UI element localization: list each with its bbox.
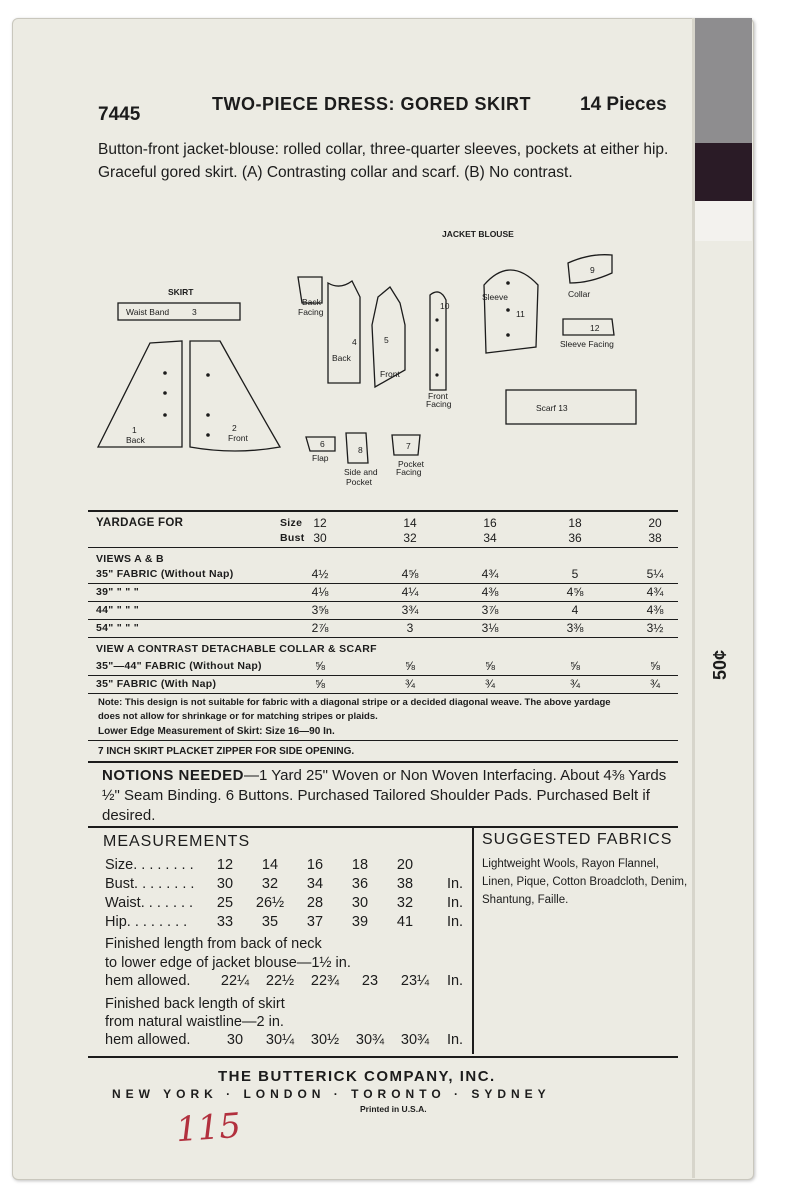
label-n4: 4: [352, 337, 357, 347]
bust-value: 32: [403, 531, 417, 545]
rule-notions: [88, 761, 678, 763]
yardage-value: 3¾: [401, 603, 419, 617]
view-a-heading: VIEW A CONTRAST DETACHABLE COLLAR & SCARF: [96, 643, 377, 655]
measurement-row: [105, 857, 414, 873]
notions-heading: NOTIONS NEEDED: [102, 767, 245, 784]
measurement-value: 37: [306, 914, 324, 930]
label-jacket-front: Front: [380, 369, 400, 379]
scarf-piece: [506, 390, 636, 424]
yardage-value: 2⅞: [311, 621, 329, 635]
jacket-length-2: to lower edge of jacket blouse—1½ in.: [105, 955, 351, 971]
measurement-value: 26½: [255, 895, 285, 911]
jacket-back-piece: [328, 281, 360, 383]
label-n10: 10: [440, 301, 450, 311]
yardage-row-rule: [88, 619, 678, 620]
measurement-label: Size. . . . . . . .: [105, 857, 194, 873]
bust-value: 34: [483, 531, 497, 545]
measurement-unit: In.: [446, 914, 464, 930]
label-n9: 9: [590, 265, 595, 275]
label-n2: 2: [232, 423, 237, 433]
length-label: hem allowed.: [105, 973, 191, 989]
label-n7: 7: [406, 441, 411, 451]
yardage-value: 3⅝: [311, 603, 329, 617]
yardage-value: ⅝: [569, 659, 580, 673]
label-n3: 3: [192, 307, 197, 317]
measurement-row: [105, 876, 464, 892]
measurement-value: 28: [306, 895, 324, 911]
measurement-value: 16: [306, 857, 324, 873]
yardage-value: 3⅞: [481, 603, 499, 617]
measurement-value: 33: [216, 914, 234, 930]
measurement-value: 38: [396, 876, 414, 892]
rule-1: [88, 547, 678, 548]
column-divider: [472, 826, 474, 1054]
length-value: 30¼: [265, 1032, 295, 1048]
label-side-pocket-2: Pocket: [346, 477, 372, 487]
yardage-value: 3⅜: [566, 621, 584, 635]
length-value: 23¼: [400, 973, 430, 989]
label-pocket-facing-1: Pocket: [398, 459, 424, 469]
company-cities: NEW YORK · LONDON · TORONTO · SYDNEY: [112, 1087, 551, 1101]
yardage-value: ⅝: [314, 677, 325, 691]
size-value: 20: [648, 516, 662, 530]
yardage-value: 3½: [646, 621, 664, 635]
rule-notes: [88, 693, 678, 694]
length-value: 30¾: [355, 1032, 385, 1048]
yardage-value: ¾: [649, 677, 660, 691]
rule-zipper-top: [88, 740, 678, 741]
length-value: 23: [361, 973, 379, 989]
measurement-unit: In.: [446, 876, 464, 892]
yardage-value: 3⅛: [481, 621, 499, 635]
yardage-row-label: 44" " " ": [96, 604, 140, 616]
suggested-fabrics-text: Lightweight Wools, Rayon Flannel, Linen, Pique, Cotton Broadcloth, Denim, Shantung, Faille.: [482, 858, 688, 906]
side-pocket-piece: [346, 433, 368, 463]
price-label: 50¢: [710, 649, 730, 680]
yardage-row-label: 54" " " ": [96, 622, 140, 634]
yardage-row-label: 35" FABRIC (With Nap): [96, 678, 217, 690]
measurement-value: 36: [351, 876, 369, 892]
size-label: Size: [280, 517, 303, 529]
measurement-label: Hip. . . . . . . .: [105, 914, 188, 930]
measurements-heading: MEASUREMENTS: [103, 833, 251, 850]
label-waist-band: Waist Band: [126, 307, 170, 317]
measurement-value: 41: [396, 914, 414, 930]
yardage-value: 5: [571, 567, 579, 581]
length-value: 30: [226, 1032, 244, 1048]
measurement-value: 25: [216, 895, 234, 911]
label-pocket-facing-2: Facing: [396, 467, 422, 477]
length-value: 22¼: [220, 973, 250, 989]
bust-value: 36: [568, 531, 582, 545]
rule-measurements: [88, 826, 678, 828]
yardage-row-label: 35"—44" FABRIC (Without Nap): [96, 660, 262, 672]
measurement-value: 30: [351, 895, 369, 911]
yardage-value: 4¼: [401, 585, 419, 599]
yardage-row-rule: [88, 601, 678, 602]
label-collar: Collar: [568, 289, 591, 299]
size-value: 14: [403, 516, 417, 530]
company-name: THE BUTTERICK COMPANY, INC.: [218, 1068, 496, 1085]
skirt-back-piece: [98, 341, 182, 447]
measurement-value: 12: [216, 857, 234, 873]
sleeve-facing-piece: [563, 319, 614, 335]
suggested-fabrics-heading: SUGGESTED FABRICS: [482, 831, 673, 848]
printed-in: Printed in U.S.A.: [360, 1104, 427, 1114]
length-unit: In.: [446, 973, 464, 989]
length-label: hem allowed.: [105, 1032, 191, 1048]
label-flap: Flap: [312, 453, 329, 463]
yardage-value: 5¼: [646, 567, 664, 581]
skirt-heading: SKIRT: [168, 287, 194, 297]
label-scarf: Scarf 13: [536, 403, 568, 413]
yardage-row-rule: [88, 583, 678, 584]
skirt-length-2: from natural waistline—2 in.: [105, 1014, 284, 1030]
bust-label: Bust: [280, 532, 305, 544]
pattern-title: TWO-PIECE DRESS: GORED SKIRT: [212, 94, 532, 114]
pattern-pieces-diagram: [90, 225, 650, 495]
handwritten-number: 115: [174, 1105, 243, 1151]
sleeve-piece: [484, 270, 538, 353]
label-front-facing-2: Facing: [426, 399, 452, 409]
yardage-value: ⅝: [314, 659, 325, 673]
label-n5: 5: [384, 335, 389, 345]
measurement-label: Bust. . . . . . . .: [105, 876, 195, 892]
notions-text: —1 Yard 25" Woven or Non Woven Interfacing. About 4⅜ Yards ½" Seam Binding. 6 Buttons. Purchased Tailored Shoulder Pads. Purchased Belt if desired.: [102, 767, 667, 824]
label-sleeve: Sleeve: [482, 292, 508, 302]
label-n12: 12: [590, 323, 600, 333]
measurement-value: 39: [351, 914, 369, 930]
yardage-value: 3: [406, 621, 414, 635]
yardage-value: 4⅝: [566, 585, 584, 599]
label-back-facing-1: Back: [302, 297, 321, 307]
yardage-value: ¾: [484, 677, 495, 691]
size-value: 18: [568, 516, 582, 530]
bust-value: 30: [313, 531, 327, 545]
measurement-value: 30: [216, 876, 234, 892]
length-value: 30¾: [400, 1032, 430, 1048]
note-1: Note: This design is not suitable for fabric with a diagonal stripe or a decided diagonal weave. The above yardage: [98, 697, 611, 708]
measurement-value: 32: [261, 876, 279, 892]
notions-needed: [102, 766, 682, 826]
yardage-value: ⅝: [649, 659, 660, 673]
measurement-value: 14: [261, 857, 279, 873]
lower-edge-measurement: Lower Edge Measurement of Skirt: Size 16—90 In.: [98, 726, 335, 737]
yardage-value: 4¾: [481, 567, 499, 581]
pieces-count: 14 Pieces: [580, 94, 667, 115]
size-value: 12: [313, 516, 327, 530]
length-row: [105, 973, 464, 989]
pattern-description: Button-front jacket-blouse: rolled collar, three-quarter sleeves, pockets at either hip. Graceful gored skirt. (A) Contrasting collar and scarf. (B) No contrast.: [98, 141, 669, 181]
measurement-value: 20: [396, 857, 414, 873]
measurement-value: 35: [261, 914, 279, 930]
measurement-value: 32: [396, 895, 414, 911]
yardage-row-label: 39" " " ": [96, 586, 140, 598]
label-n8: 8: [358, 445, 363, 455]
yardage-value: 4½: [311, 567, 329, 581]
skirt-length-1: Finished back length of skirt: [105, 996, 285, 1012]
views-ab-heading: VIEWS A & B: [96, 553, 164, 565]
label-n11: 11: [516, 309, 525, 319]
yardage-value: 4⅝: [401, 567, 419, 581]
yardage-value: ⅝: [404, 659, 415, 673]
yardage-value: 4⅜: [646, 603, 664, 617]
yardage-value: 4¾: [646, 585, 664, 599]
zipper-note: 7 INCH SKIRT PLACKET ZIPPER FOR SIDE OPENING.: [98, 746, 355, 757]
envelope-flap-gray: [695, 18, 752, 143]
label-n6: 6: [320, 439, 325, 449]
length-value: 22½: [265, 973, 295, 989]
measurement-row: [105, 895, 464, 911]
jacket-length-1: Finished length from back of neck: [105, 936, 322, 952]
rule-yardage-top: [88, 510, 678, 512]
yardage-row-label: 35" FABRIC (Without Nap): [96, 568, 234, 580]
measurement-row: [105, 914, 464, 930]
yardage-value: ⅝: [484, 659, 495, 673]
measurement-label: Waist. . . . . . .: [105, 895, 194, 911]
measurement-value: 18: [351, 857, 369, 873]
label-back-facing-2: Facing: [298, 307, 324, 317]
jacket-heading: JACKET BLOUSE: [442, 229, 514, 239]
label-side-pocket-1: Side and: [344, 467, 378, 477]
pattern-number: 7445: [98, 104, 141, 125]
label-n1: 1: [132, 425, 137, 435]
note-2: does not allow for shrinkage or for matching stripes or plaids.: [98, 711, 378, 722]
yardage-value: ¾: [404, 677, 415, 691]
yardage-heading: YARDAGE FOR: [96, 517, 184, 529]
measurement-value: 34: [306, 876, 324, 892]
envelope-flap-dark: [695, 143, 752, 201]
yardage-value: 4⅛: [311, 585, 329, 599]
yardage-row-rule: [88, 637, 678, 638]
yardage-value: ¾: [569, 677, 580, 691]
label-skirt-back: Back: [126, 435, 145, 445]
yardage-value: 4⅜: [481, 585, 499, 599]
length-value: 30½: [310, 1032, 340, 1048]
rule-footer: [88, 1056, 678, 1058]
bust-value: 38: [648, 531, 662, 545]
label-jacket-back: Back: [332, 353, 351, 363]
envelope-flap-light: [695, 201, 752, 241]
measurement-unit: In.: [446, 895, 464, 911]
label-sleeve-facing: Sleeve Facing: [560, 339, 614, 349]
length-value: 22¾: [310, 973, 340, 989]
yardage-value: 4: [571, 603, 579, 617]
label-skirt-front: Front: [228, 433, 248, 443]
size-value: 16: [483, 516, 497, 530]
yardage-row-rule: [88, 675, 678, 676]
label-front-facing-1: Front: [428, 391, 448, 401]
length-row: [105, 1032, 464, 1048]
length-unit: In.: [446, 1032, 464, 1048]
